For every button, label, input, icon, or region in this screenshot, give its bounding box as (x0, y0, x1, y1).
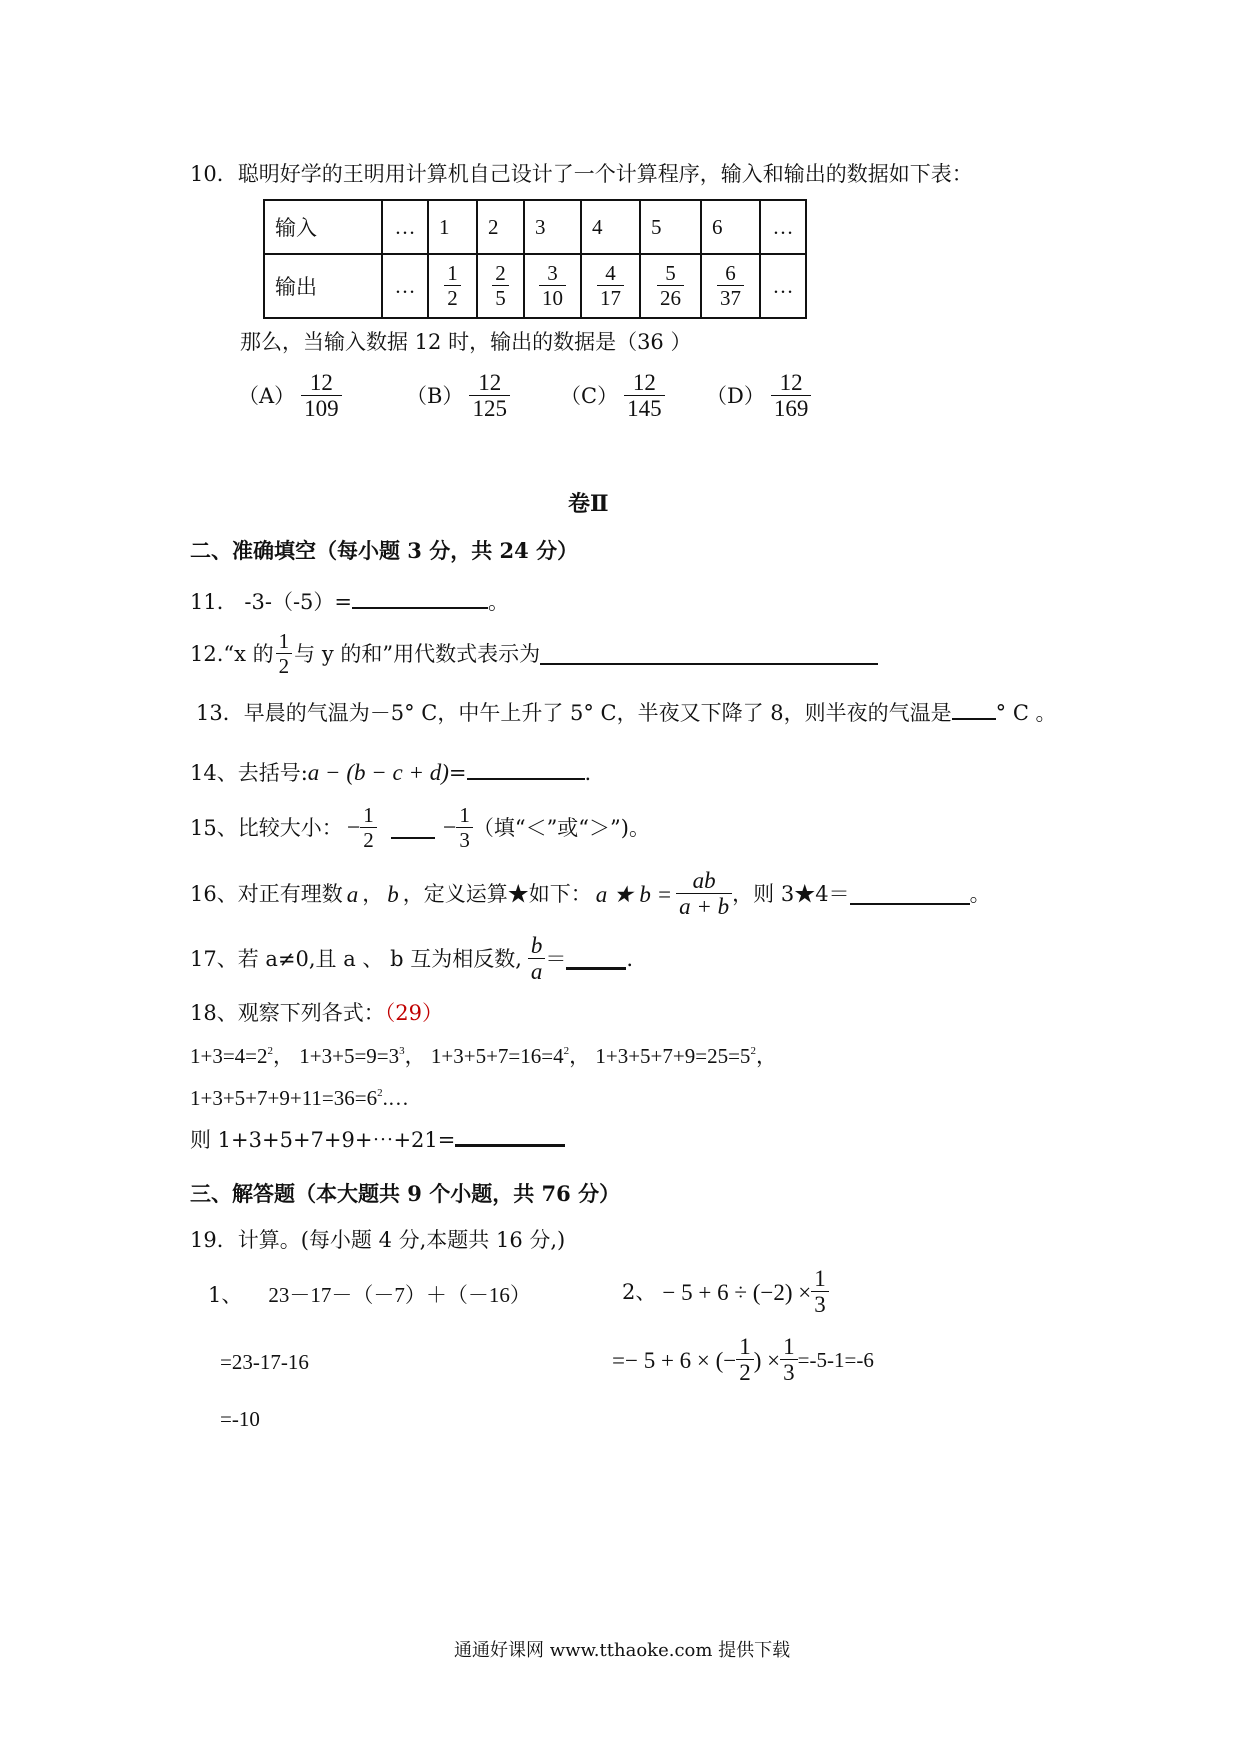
section2-title: 二、准确填空（每小题 3 分，共 24 分） (190, 538, 579, 563)
input-ellipsis-right: … (760, 200, 806, 254)
io-table (263, 199, 807, 319)
q18-answer: （29） (384, 1001, 443, 1025)
q18-line1: $1+3=4=2^2$， $1+3+5=9=3^3$， $1+3+5+7=16=4^2$， $1+3+5+7+9=25=5^2$， (190, 1044, 777, 1068)
fraction: $\frac{4}{17}$ (597, 262, 624, 310)
output-label: 输出 (264, 254, 382, 318)
output-cell (477, 254, 524, 318)
answer-blank[interactable] (455, 1143, 565, 1147)
footer: 通通好课网 www.tthaoke.com 提供下载 (454, 1640, 791, 1661)
problem2-step: =− 5 + 6 × (− $\frac{1}{2}$ ) × $\frac{1}{3}$ =-5-1=-6 (612, 1334, 874, 1386)
output-cell (428, 254, 477, 318)
input-ellipsis-left: … (382, 200, 428, 254)
fraction: $\frac{1}{2}$ (360, 804, 377, 852)
q18-line3: 则 1+3+5+7+9+⋯+21= (190, 1130, 565, 1151)
input-row (264, 200, 806, 254)
option-b (406, 370, 510, 423)
answer-blank[interactable] (952, 717, 996, 720)
input-cell: 6 (701, 200, 760, 254)
fraction: $\frac{1}{2}$ (276, 630, 293, 678)
q12: 12.“x 的 $\frac{1}{2}$ 与 y 的和”用代数式表示为 (190, 630, 878, 678)
q19: 19．计算。(每小题 4 分,本题共 16 分,) (190, 1228, 566, 1252)
answer-blank[interactable] (850, 902, 970, 905)
output-row (264, 254, 806, 318)
problem1: 1、 23－17－（－7）＋（－16） (208, 1283, 531, 1307)
fraction: $\frac{1}{2}$ (736, 1334, 754, 1387)
option-fraction: $\frac{12}{109}$ (301, 370, 342, 423)
output-cell (581, 254, 640, 318)
fraction: $\frac{1}{3}$ (456, 804, 473, 852)
fraction: $\frac{1}{2}$ (444, 262, 461, 310)
q16: 16、对正有理数 a ， b ，定义运算★如下： a ★ b = $\frac{ab}{a + b}$ ，则 3★4＝ 。 (190, 868, 991, 920)
problem1-step1: =23-17-16 (220, 1350, 309, 1374)
input-label: 输入 (264, 200, 382, 254)
fraction: $\frac{1}{3}$ (780, 1334, 798, 1387)
volume-title: 卷Ⅱ (568, 491, 609, 517)
answer-blank[interactable] (391, 836, 435, 839)
q18: 18、观察下列各式：（29） (190, 1001, 443, 1025)
fraction: $\frac{b}{a}$ (528, 933, 546, 986)
section3-title: 三、解答题（本大题共 9 个小题，共 76 分） (190, 1181, 621, 1206)
q18-line2: $1+3+5+7+9+11=36=6^2.\dots$ (190, 1086, 409, 1110)
output-cell (524, 254, 581, 318)
q10-follow: 那么，当输入数据 12 时，输出的数据是（36 ） (240, 330, 692, 354)
option-fraction: $\frac{12}{169}$ (771, 370, 812, 423)
option-c (560, 370, 665, 423)
fraction: $\frac{ab}{a + b}$ (676, 868, 732, 921)
option-a (238, 370, 342, 423)
q14: 14、去括号:a − (b − c + d)= . (190, 760, 592, 785)
output-cell (701, 254, 760, 318)
output-cell (640, 254, 701, 318)
q17: 17、若 a≠0,且 a 、 b 互为相反数, $\frac{b}{a}$ ＝ . (190, 933, 634, 985)
option-label: （C） (560, 383, 619, 408)
option-label: （A） (238, 383, 296, 408)
q10-stem: 10．聪明好学的王明用计算机自己设计了一个计算程序，输入和输出的数据如下表： (190, 162, 973, 186)
fraction: $\frac{5}{26}$ (657, 262, 684, 310)
fraction: $\frac{3}{10}$ (539, 262, 566, 310)
fraction: $\frac{2}{5}$ (492, 262, 509, 310)
option-label: （D） (706, 383, 765, 408)
problem1-step2: =-10 (220, 1407, 260, 1431)
input-cell: 4 (581, 200, 640, 254)
q15: 15、比较大小： − $\frac{1}{2}$ − $\frac{1}{3}$ （填“＜”或“＞”)。 (190, 803, 650, 853)
answer-blank[interactable] (566, 966, 626, 970)
output-ellipsis-right: … (760, 254, 806, 318)
answer-blank[interactable] (467, 777, 585, 780)
option-d (706, 370, 811, 423)
fraction: $\frac{1}{3}$ (811, 1266, 829, 1319)
answer-blank[interactable] (540, 662, 878, 665)
input-cell: 3 (524, 200, 581, 254)
answer-blank[interactable] (352, 606, 488, 609)
q13: 13．早晨的气温为－5° C，中午上升了 5° C，半夜又下降了 8，则半夜的气温是 ° C 。 (196, 701, 1057, 725)
option-fraction: $\frac{12}{145}$ (624, 370, 665, 423)
problem2: 2、 − 5 + 6 ÷ (−2) × $\frac{1}{3}$ (622, 1266, 829, 1319)
output-ellipsis-left: … (382, 254, 428, 318)
q11: 11． -3-（-5）= 。 (190, 590, 510, 614)
input-cell: 5 (640, 200, 701, 254)
fraction: $\frac{6}{37}$ (717, 262, 744, 310)
option-label: （B） (406, 383, 464, 408)
option-fraction: $\frac{12}{125}$ (469, 370, 510, 423)
input-cell: 1 (428, 200, 477, 254)
input-cell: 2 (477, 200, 524, 254)
